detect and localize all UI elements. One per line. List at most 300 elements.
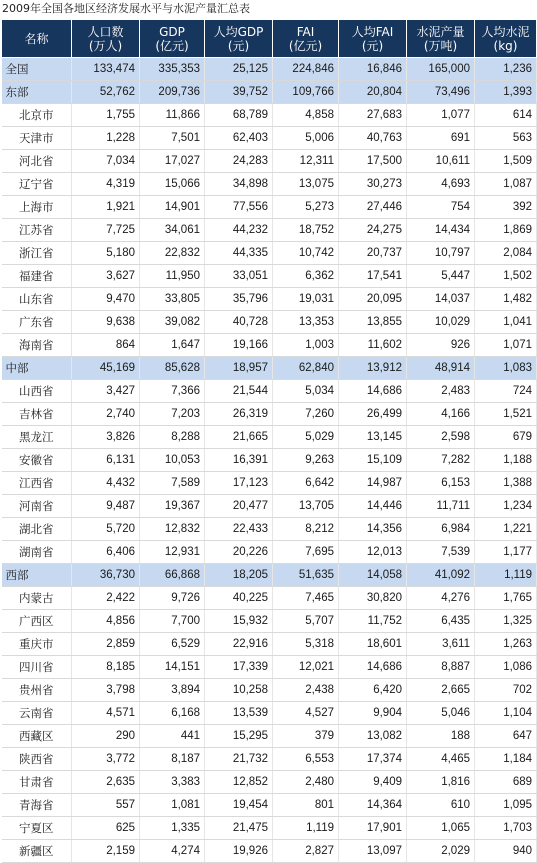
fai-cell: 12,311: [273, 150, 339, 173]
gdp-per-capita-cell: 17,123: [205, 472, 273, 495]
table-row: [2, 840, 537, 863]
fai-cell: 12,021: [273, 656, 339, 679]
cement-output-cell: 188: [407, 725, 475, 748]
col-fai-per-capita-header: [339, 20, 407, 58]
gdp-per-capita-cell: 21,732: [205, 748, 273, 771]
fai-per-capita-cell: 11,752: [339, 610, 407, 633]
population-cell: 5,720: [72, 518, 140, 541]
region-name-cell: 中部: [2, 357, 72, 380]
col-gdp-per-capita-header: [205, 20, 273, 58]
cement-per-capita-cell: 1,184: [475, 748, 537, 771]
region-name-cell: 湖南省: [2, 541, 72, 564]
table-row: [2, 288, 537, 311]
gdp-cell: 209,736: [140, 81, 205, 104]
cement-per-capita-cell: 679: [475, 426, 537, 449]
population-cell: 1,755: [72, 104, 140, 127]
cement-output-cell: 41,092: [407, 564, 475, 587]
region-name-cell: 福建省: [2, 265, 72, 288]
region-name-cell: 天津市: [2, 127, 72, 150]
gdp-per-capita-cell: 10,258: [205, 679, 273, 702]
header-label: 人均水泥: [481, 24, 530, 39]
fai-cell: 6,642: [273, 472, 339, 495]
table-row: [2, 403, 537, 426]
cement-per-capita-cell: 1,087: [475, 173, 537, 196]
summary-table: [1, 19, 537, 863]
fai-per-capita-cell: 24,275: [339, 219, 407, 242]
gdp-cell: 8,187: [140, 748, 205, 771]
gdp-per-capita-cell: 40,225: [205, 587, 273, 610]
population-cell: 4,571: [72, 702, 140, 725]
fai-cell: 379: [273, 725, 339, 748]
fai-cell: 109,766: [273, 81, 339, 104]
gdp-cell: 1,647: [140, 334, 205, 357]
gdp-cell: 11,866: [140, 104, 205, 127]
cement-output-cell: 8,887: [407, 656, 475, 679]
gdp-per-capita-cell: 44,335: [205, 242, 273, 265]
fai-cell: 801: [273, 794, 339, 817]
fai-cell: 18,752: [273, 219, 339, 242]
gdp-per-capita-cell: 39,752: [205, 81, 273, 104]
summary-row: [2, 357, 537, 380]
gdp-cell: 7,203: [140, 403, 205, 426]
table-row: [2, 472, 537, 495]
gdp-per-capita-cell: 25,125: [205, 58, 273, 81]
table-row: [2, 771, 537, 794]
region-name-cell: 上海市: [2, 196, 72, 219]
gdp-cell: 12,832: [140, 518, 205, 541]
gdp-cell: 34,061: [140, 219, 205, 242]
fai-per-capita-cell: 13,145: [339, 426, 407, 449]
region-name-cell: 陕西省: [2, 748, 72, 771]
gdp-cell: 8,288: [140, 426, 205, 449]
table-row: [2, 173, 537, 196]
population-cell: 2,159: [72, 840, 140, 863]
gdp-cell: 3,383: [140, 771, 205, 794]
fai-cell: 10,742: [273, 242, 339, 265]
region-name-cell: 西部: [2, 564, 72, 587]
cement-per-capita-cell: 1,388: [475, 472, 537, 495]
cement-per-capita-cell: 1,177: [475, 541, 537, 564]
fai-per-capita-cell: 20,804: [339, 81, 407, 104]
fai-cell: 5,707: [273, 610, 339, 633]
region-name-cell: 青海省: [2, 794, 72, 817]
fai-cell: 2,827: [273, 840, 339, 863]
cement-per-capita-cell: 1,869: [475, 219, 537, 242]
cement-output-cell: 10,797: [407, 242, 475, 265]
header-label: GDP: [159, 24, 185, 39]
summary-row: [2, 58, 537, 81]
gdp-per-capita-cell: 24,283: [205, 150, 273, 173]
cement-output-cell: 1,816: [407, 771, 475, 794]
table-row: [2, 265, 537, 288]
header-unit: (元): [227, 38, 250, 53]
cement-per-capita-cell: 1,703: [475, 817, 537, 840]
region-name-cell: 吉林省: [2, 403, 72, 426]
gdp-per-capita-cell: 44,232: [205, 219, 273, 242]
fai-cell: 5,029: [273, 426, 339, 449]
table-row: [2, 219, 537, 242]
gdp-cell: 14,151: [140, 656, 205, 679]
gdp-per-capita-cell: 13,539: [205, 702, 273, 725]
gdp-per-capita-cell: 15,295: [205, 725, 273, 748]
cement-per-capita-cell: 1,188: [475, 449, 537, 472]
gdp-cell: 7,501: [140, 127, 205, 150]
header-label: FAI: [296, 24, 315, 39]
header-label: 水泥产量: [416, 24, 465, 39]
gdp-per-capita-cell: 33,051: [205, 265, 273, 288]
header-unit: (万人): [88, 38, 123, 53]
region-name-cell: 广西区: [2, 610, 72, 633]
fai-cell: 4,858: [273, 104, 339, 127]
gdp-cell: 4,274: [140, 840, 205, 863]
cement-per-capita-cell: 702: [475, 679, 537, 702]
gdp-per-capita-cell: 21,544: [205, 380, 273, 403]
cement-output-cell: 73,496: [407, 81, 475, 104]
fai-cell: 7,260: [273, 403, 339, 426]
table-row: [2, 334, 537, 357]
gdp-per-capita-cell: 17,339: [205, 656, 273, 679]
region-name-cell: 广东省: [2, 311, 72, 334]
gdp-cell: 1,335: [140, 817, 205, 840]
cement-output-cell: 926: [407, 334, 475, 357]
cement-per-capita-cell: 1,083: [475, 357, 537, 380]
fai-cell: 2,480: [273, 771, 339, 794]
region-name-cell: 湖北省: [2, 518, 72, 541]
cement-per-capita-cell: 1,104: [475, 702, 537, 725]
population-cell: 2,422: [72, 587, 140, 610]
fai-per-capita-cell: 26,499: [339, 403, 407, 426]
header-unit: (kg): [493, 38, 518, 53]
gdp-per-capita-cell: 18,957: [205, 357, 273, 380]
fai-per-capita-cell: 14,987: [339, 472, 407, 495]
population-cell: 6,131: [72, 449, 140, 472]
region-name-cell: 河南省: [2, 495, 72, 518]
cement-per-capita-cell: 1,263: [475, 633, 537, 656]
gdp-cell: 3,894: [140, 679, 205, 702]
population-cell: 4,319: [72, 173, 140, 196]
cement-output-cell: 3,611: [407, 633, 475, 656]
cement-per-capita-cell: 563: [475, 127, 537, 150]
header-unit: (元): [361, 38, 384, 53]
cement-per-capita-cell: 1,521: [475, 403, 537, 426]
population-cell: 7,034: [72, 150, 140, 173]
population-cell: 3,798: [72, 679, 140, 702]
region-name-cell: 全国: [2, 58, 72, 81]
cement-output-cell: 4,166: [407, 403, 475, 426]
cement-output-cell: 1,077: [407, 104, 475, 127]
cement-per-capita-cell: 1,071: [475, 334, 537, 357]
table-row: [2, 127, 537, 150]
table-title: 2009年全国各地区经济发展水平与水泥产量汇总表: [2, 2, 250, 15]
cement-output-cell: 4,465: [407, 748, 475, 771]
region-name-cell: 安徽省: [2, 449, 72, 472]
table-row: [2, 587, 537, 610]
table-body: [2, 58, 537, 863]
gdp-per-capita-cell: 22,433: [205, 518, 273, 541]
region-name-cell: 山西省: [2, 380, 72, 403]
population-cell: 625: [72, 817, 140, 840]
table-row: [2, 495, 537, 518]
header-unit: (亿元): [288, 38, 323, 53]
fai-per-capita-cell: 27,683: [339, 104, 407, 127]
gdp-cell: 14,901: [140, 196, 205, 219]
gdp-cell: 10,053: [140, 449, 205, 472]
col-cement-output-header: [407, 20, 475, 58]
cement-per-capita-cell: 689: [475, 771, 537, 794]
gdp-cell: 85,628: [140, 357, 205, 380]
fai-cell: 5,034: [273, 380, 339, 403]
gdp-per-capita-cell: 20,477: [205, 495, 273, 518]
population-cell: 133,474: [72, 58, 140, 81]
gdp-per-capita-cell: 26,319: [205, 403, 273, 426]
cement-output-cell: 610: [407, 794, 475, 817]
cement-output-cell: 14,037: [407, 288, 475, 311]
gdp-per-capita-cell: 15,932: [205, 610, 273, 633]
fai-per-capita-cell: 14,356: [339, 518, 407, 541]
gdp-cell: 22,832: [140, 242, 205, 265]
gdp-cell: 66,868: [140, 564, 205, 587]
gdp-per-capita-cell: 35,796: [205, 288, 273, 311]
region-name-cell: 江苏省: [2, 219, 72, 242]
table-row: [2, 633, 537, 656]
population-cell: 1,921: [72, 196, 140, 219]
header-label: 人均FAI: [351, 24, 394, 39]
region-name-cell: 宁夏区: [2, 817, 72, 840]
fai-per-capita-cell: 6,420: [339, 679, 407, 702]
region-name-cell: 江西省: [2, 472, 72, 495]
gdp-per-capita-cell: 18,205: [205, 564, 273, 587]
fai-per-capita-cell: 9,409: [339, 771, 407, 794]
region-name-cell: 重庆市: [2, 633, 72, 656]
fai-per-capita-cell: 20,095: [339, 288, 407, 311]
cement-output-cell: 691: [407, 127, 475, 150]
fai-per-capita-cell: 30,820: [339, 587, 407, 610]
col-gdp-header: [140, 20, 205, 58]
table-row: [2, 541, 537, 564]
region-name-cell: 四川省: [2, 656, 72, 679]
gdp-per-capita-cell: 19,166: [205, 334, 273, 357]
cement-per-capita-cell: 1,482: [475, 288, 537, 311]
population-cell: 36,730: [72, 564, 140, 587]
gdp-cell: 39,082: [140, 311, 205, 334]
header-unit: (万吨): [423, 38, 458, 53]
fai-per-capita-cell: 12,013: [339, 541, 407, 564]
cement-output-cell: 7,539: [407, 541, 475, 564]
col-cement-per-capita-header: [475, 20, 537, 58]
fai-per-capita-cell: 14,364: [339, 794, 407, 817]
population-cell: 864: [72, 334, 140, 357]
fai-per-capita-cell: 20,737: [339, 242, 407, 265]
fai-cell: 9,263: [273, 449, 339, 472]
table-row: [2, 426, 537, 449]
fai-per-capita-cell: 17,541: [339, 265, 407, 288]
fai-per-capita-cell: 11,602: [339, 334, 407, 357]
region-name-cell: 辽宁省: [2, 173, 72, 196]
table-row: [2, 702, 537, 725]
gdp-cell: 6,529: [140, 633, 205, 656]
cement-per-capita-cell: 1,041: [475, 311, 537, 334]
cement-per-capita-cell: 1,221: [475, 518, 537, 541]
region-name-cell: 贵州省: [2, 679, 72, 702]
gdp-per-capita-cell: 77,556: [205, 196, 273, 219]
gdp-cell: 1,081: [140, 794, 205, 817]
table-row: [2, 794, 537, 817]
cement-output-cell: 5,447: [407, 265, 475, 288]
summary-row: [2, 81, 537, 104]
cement-output-cell: 2,029: [407, 840, 475, 863]
table-row: [2, 150, 537, 173]
region-name-cell: 东部: [2, 81, 72, 104]
cement-output-cell: 11,711: [407, 495, 475, 518]
fai-cell: 19,031: [273, 288, 339, 311]
cement-per-capita-cell: 647: [475, 725, 537, 748]
fai-cell: 51,635: [273, 564, 339, 587]
population-cell: 2,635: [72, 771, 140, 794]
cement-per-capita-cell: 940: [475, 840, 537, 863]
fai-per-capita-cell: 14,058: [339, 564, 407, 587]
header-row: [2, 20, 537, 58]
fai-per-capita-cell: 15,109: [339, 449, 407, 472]
cement-output-cell: 2,598: [407, 426, 475, 449]
population-cell: 1,228: [72, 127, 140, 150]
gdp-per-capita-cell: 68,789: [205, 104, 273, 127]
fai-cell: 5,318: [273, 633, 339, 656]
fai-per-capita-cell: 27,446: [339, 196, 407, 219]
population-cell: 7,725: [72, 219, 140, 242]
table-row: [2, 242, 537, 265]
fai-cell: 13,705: [273, 495, 339, 518]
fai-per-capita-cell: 14,446: [339, 495, 407, 518]
cement-output-cell: 5,046: [407, 702, 475, 725]
population-cell: 290: [72, 725, 140, 748]
table-row: [2, 449, 537, 472]
fai-per-capita-cell: 30,273: [339, 173, 407, 196]
cement-per-capita-cell: 1,509: [475, 150, 537, 173]
gdp-cell: 7,589: [140, 472, 205, 495]
cement-per-capita-cell: 1,119: [475, 564, 537, 587]
region-name-cell: 黑龙江: [2, 426, 72, 449]
population-cell: 45,169: [72, 357, 140, 380]
gdp-cell: 7,700: [140, 610, 205, 633]
table-row: [2, 104, 537, 127]
gdp-per-capita-cell: 12,852: [205, 771, 273, 794]
fai-cell: 4,527: [273, 702, 339, 725]
gdp-cell: 19,367: [140, 495, 205, 518]
fai-per-capita-cell: 13,097: [339, 840, 407, 863]
header-label: 名称: [24, 31, 49, 46]
gdp-cell: 9,726: [140, 587, 205, 610]
cement-output-cell: 2,483: [407, 380, 475, 403]
population-cell: 9,470: [72, 288, 140, 311]
cement-output-cell: 10,029: [407, 311, 475, 334]
fai-per-capita-cell: 16,846: [339, 58, 407, 81]
cement-output-cell: 10,611: [407, 150, 475, 173]
population-cell: 4,856: [72, 610, 140, 633]
fai-per-capita-cell: 18,601: [339, 633, 407, 656]
col-fai-header: [273, 20, 339, 58]
fai-per-capita-cell: 13,082: [339, 725, 407, 748]
fai-per-capita-cell: 17,901: [339, 817, 407, 840]
fai-per-capita-cell: 13,912: [339, 357, 407, 380]
table-row: [2, 380, 537, 403]
population-cell: 8,185: [72, 656, 140, 679]
gdp-per-capita-cell: 19,454: [205, 794, 273, 817]
fai-cell: 6,553: [273, 748, 339, 771]
cement-output-cell: 4,276: [407, 587, 475, 610]
population-cell: 557: [72, 794, 140, 817]
fai-per-capita-cell: 14,686: [339, 656, 407, 679]
table-row: [2, 656, 537, 679]
population-cell: 2,859: [72, 633, 140, 656]
summary-row: [2, 564, 537, 587]
cement-per-capita-cell: 1,393: [475, 81, 537, 104]
region-name-cell: 甘肃省: [2, 771, 72, 794]
gdp-cell: 441: [140, 725, 205, 748]
gdp-per-capita-cell: 21,475: [205, 817, 273, 840]
fai-cell: 7,465: [273, 587, 339, 610]
table-row: [2, 725, 537, 748]
cement-per-capita-cell: 2,084: [475, 242, 537, 265]
fai-cell: 2,438: [273, 679, 339, 702]
region-name-cell: 河北省: [2, 150, 72, 173]
population-cell: 6,406: [72, 541, 140, 564]
table-row: [2, 518, 537, 541]
region-name-cell: 北京市: [2, 104, 72, 127]
region-name-cell: 西藏区: [2, 725, 72, 748]
population-cell: 9,638: [72, 311, 140, 334]
cement-per-capita-cell: 1,325: [475, 610, 537, 633]
cement-per-capita-cell: 1,095: [475, 794, 537, 817]
region-name-cell: 海南省: [2, 334, 72, 357]
cement-output-cell: 14,434: [407, 219, 475, 242]
fai-cell: 8,212: [273, 518, 339, 541]
cement-output-cell: 754: [407, 196, 475, 219]
cement-output-cell: 2,665: [407, 679, 475, 702]
table-row: [2, 610, 537, 633]
fai-per-capita-cell: 9,904: [339, 702, 407, 725]
fai-cell: 6,362: [273, 265, 339, 288]
header-label: 人口数: [87, 24, 124, 39]
fai-cell: 1,119: [273, 817, 339, 840]
gdp-cell: 33,805: [140, 288, 205, 311]
gdp-cell: 15,066: [140, 173, 205, 196]
cement-output-cell: 4,693: [407, 173, 475, 196]
cement-output-cell: 6,435: [407, 610, 475, 633]
fai-per-capita-cell: 40,763: [339, 127, 407, 150]
fai-cell: 62,840: [273, 357, 339, 380]
cement-per-capita-cell: 1,234: [475, 495, 537, 518]
cement-per-capita-cell: 1,236: [475, 58, 537, 81]
fai-per-capita-cell: 17,374: [339, 748, 407, 771]
gdp-cell: 17,027: [140, 150, 205, 173]
fai-per-capita-cell: 13,855: [339, 311, 407, 334]
header-unit: (亿元): [155, 38, 189, 53]
cement-per-capita-cell: 392: [475, 196, 537, 219]
fai-per-capita-cell: 14,686: [339, 380, 407, 403]
cement-per-capita-cell: 724: [475, 380, 537, 403]
gdp-cell: 11,950: [140, 265, 205, 288]
cement-output-cell: 6,984: [407, 518, 475, 541]
region-name-cell: 浙江省: [2, 242, 72, 265]
cement-output-cell: 7,282: [407, 449, 475, 472]
fai-cell: 224,846: [273, 58, 339, 81]
gdp-per-capita-cell: 34,898: [205, 173, 273, 196]
gdp-cell: 7,366: [140, 380, 205, 403]
cement-per-capita-cell: 614: [475, 104, 537, 127]
fai-cell: 13,353: [273, 311, 339, 334]
fai-per-capita-cell: 17,500: [339, 150, 407, 173]
cement-output-cell: 48,914: [407, 357, 475, 380]
